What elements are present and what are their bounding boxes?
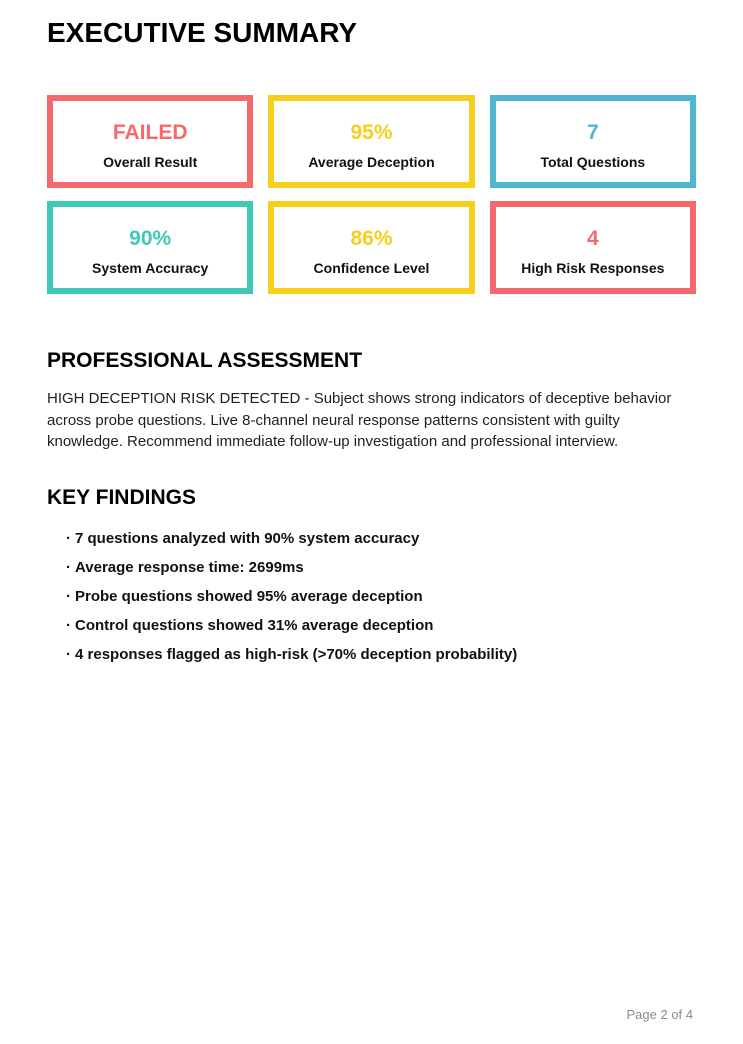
page-number: Page 2 of 4 <box>626 1007 693 1022</box>
professional-assessment-heading: PROFESSIONAL ASSESSMENT <box>47 349 363 372</box>
stat-value: 95% <box>350 121 393 144</box>
stat-label: Total Questions <box>540 154 646 170</box>
key-findings-list <box>47 531 696 663</box>
stat-card-system-accuracy <box>47 201 253 294</box>
stat-card-total-questions <box>490 95 696 188</box>
key-finding-item: · Probe questions showed 95% average deception <box>66 589 696 605</box>
key-finding-item: · 4 responses flagged as high-risk (>70% deception probability) <box>66 647 696 663</box>
key-finding-item: · 7 questions analyzed with 90% system accuracy <box>66 531 696 547</box>
key-finding-item: · Average response time: 2699ms <box>66 560 696 576</box>
stat-label: Average Deception <box>308 154 435 170</box>
stat-card-average-deception <box>268 95 474 188</box>
stat-label: Overall Result <box>103 154 198 170</box>
professional-assessment-body: HIGH DECEPTION RISK DETECTED - Subject shows strong indicators of deceptive behavior across probe questions. Live 8-channel neural response patterns consistent with guilty knowledge. Recommend immediate follow-up investigation and professional interview. <box>47 390 672 450</box>
page-title: EXECUTIVE SUMMARY <box>47 17 358 48</box>
stat-value: 7 <box>586 121 599 144</box>
stat-label: System Accuracy <box>92 260 209 276</box>
stat-value: 4 <box>586 227 599 250</box>
key-findings-heading: KEY FINDINGS <box>47 485 196 509</box>
stat-label: Confidence Level <box>313 260 430 276</box>
key-finding-item: · Control questions showed 31% average deception <box>66 618 696 634</box>
stat-card-high-risk-responses <box>490 201 696 294</box>
stat-value: 86% <box>350 227 393 250</box>
stat-label: High Risk Responses <box>521 260 665 276</box>
stat-value: FAILED <box>112 121 188 144</box>
stat-card-confidence-level <box>268 201 474 294</box>
stat-card-overall-result <box>47 95 253 188</box>
summary-stats-grid <box>47 95 696 294</box>
stat-value: 90% <box>129 227 172 250</box>
